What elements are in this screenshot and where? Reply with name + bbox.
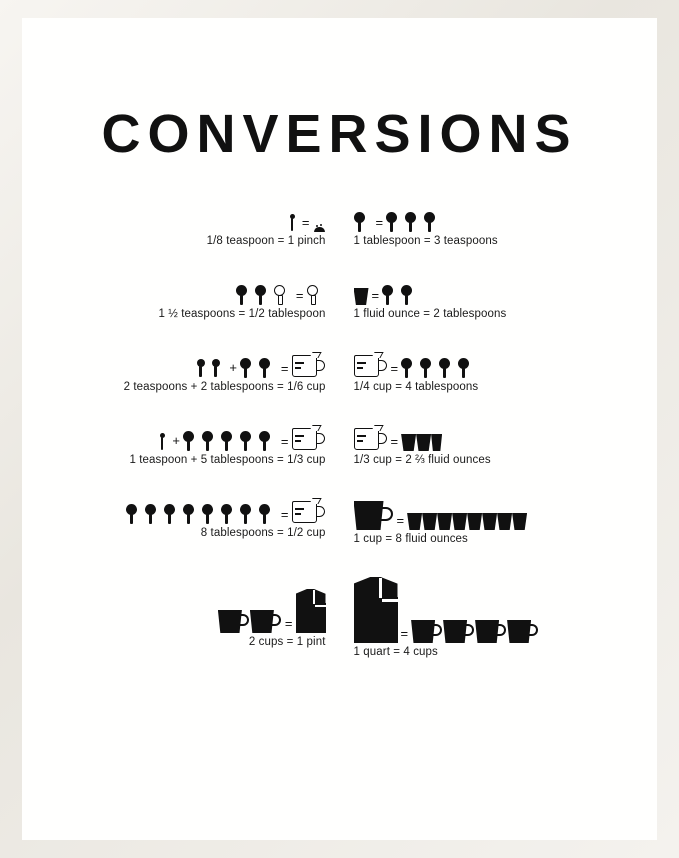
conversion-column-right bbox=[336, 198, 658, 682]
icon-row bbox=[354, 573, 540, 643]
fluid-ounce-cup-icon bbox=[452, 513, 467, 530]
icon-row bbox=[126, 490, 326, 524]
conversion-caption: 1 cup = 8 fluid ounces bbox=[353, 533, 468, 545]
icon-row bbox=[354, 198, 444, 232]
conversion-column-left bbox=[22, 198, 336, 682]
spoon-icon bbox=[221, 502, 240, 524]
spoon-icon bbox=[202, 429, 221, 451]
fluid-ounce-cup-icon bbox=[431, 434, 442, 451]
equals-icon: = bbox=[400, 626, 409, 641]
cup-solid-icon bbox=[475, 618, 507, 643]
pinch-icon bbox=[313, 222, 326, 232]
cup-solid-icon bbox=[507, 618, 539, 643]
fluid-ounce-cup-icon bbox=[354, 288, 369, 305]
conversion-row bbox=[158, 271, 325, 320]
spoon-icon bbox=[236, 283, 255, 305]
spoon-outline-icon bbox=[274, 283, 293, 305]
icon-row bbox=[354, 271, 421, 305]
spoon-icon bbox=[255, 283, 274, 305]
page-title: CONVERSIONS bbox=[101, 104, 578, 164]
spoon-icon bbox=[401, 283, 420, 305]
conversion-row bbox=[124, 344, 326, 393]
spoon-icon bbox=[183, 429, 202, 451]
cup-solid-icon bbox=[411, 618, 443, 643]
milk-carton-large-icon bbox=[354, 577, 398, 643]
spoon-icon bbox=[211, 357, 226, 378]
conversion-caption: 1/8 teaspoon = 1 pinch bbox=[206, 235, 326, 247]
conversion-caption: 1/4 cup = 4 tablespoons bbox=[353, 381, 479, 393]
icon-row bbox=[158, 417, 325, 451]
equals-icon: = bbox=[371, 288, 380, 303]
spoon-icon bbox=[259, 502, 278, 524]
cup-solid-icon bbox=[218, 608, 250, 633]
measuring-cup-icon bbox=[354, 352, 388, 378]
equals-icon: = bbox=[375, 215, 384, 230]
equals-icon: = bbox=[295, 288, 304, 303]
spoon-icon bbox=[259, 429, 278, 451]
conversion-row bbox=[354, 198, 498, 247]
spoon-icon bbox=[405, 210, 424, 232]
equals-icon: = bbox=[390, 361, 399, 376]
spoon-icon bbox=[382, 283, 401, 305]
fluid-ounce-cup-icon bbox=[407, 513, 422, 530]
conversion-caption: 2 teaspoons + 2 tablespoons = 1/6 cup bbox=[123, 381, 326, 393]
icon-row bbox=[354, 344, 478, 378]
fluid-ounce-cup-icon bbox=[416, 434, 431, 451]
spoon-icon bbox=[240, 502, 259, 524]
measuring-cup-icon bbox=[292, 425, 326, 451]
spoon-icon bbox=[202, 502, 221, 524]
equals-icon: = bbox=[284, 616, 293, 631]
spoon-icon bbox=[420, 356, 439, 378]
spoon-icon bbox=[240, 356, 259, 378]
conversion-row bbox=[354, 573, 540, 658]
equals-icon: = bbox=[396, 513, 405, 528]
fluid-ounce-cup-icon bbox=[497, 513, 512, 530]
fluid-ounce-cup-icon bbox=[437, 513, 452, 530]
spoon-icon bbox=[164, 502, 183, 524]
conversion-row bbox=[354, 271, 507, 320]
icon-row bbox=[354, 417, 443, 451]
icon-row bbox=[218, 585, 326, 633]
spoon-icon bbox=[424, 210, 443, 232]
equals-icon: = bbox=[280, 507, 289, 522]
cup-solid-icon bbox=[443, 618, 475, 643]
spoon-icon bbox=[439, 356, 458, 378]
equals-icon: = bbox=[301, 215, 310, 230]
spoon-icon bbox=[196, 357, 211, 378]
conversion-row bbox=[354, 417, 491, 466]
icon-row bbox=[236, 271, 326, 305]
spoon-icon bbox=[386, 210, 405, 232]
fluid-ounce-cup-icon bbox=[467, 513, 482, 530]
conversion-caption: 2 cups = 1 pint bbox=[248, 636, 326, 648]
conversion-caption: 1 tablespoon = 3 teaspoons bbox=[353, 235, 498, 247]
spoon-icon bbox=[240, 429, 259, 451]
equals-icon: = bbox=[280, 361, 289, 376]
fluid-ounce-cup-icon bbox=[482, 513, 497, 530]
conversion-row bbox=[354, 490, 528, 545]
cup-solid-large-icon bbox=[354, 499, 394, 530]
plus-icon: + bbox=[229, 360, 237, 375]
conversion-caption: 8 tablespoons = 1/2 cup bbox=[200, 527, 326, 539]
fluid-ounce-cup-icon bbox=[422, 513, 437, 530]
conversion-row bbox=[207, 198, 326, 247]
conversion-row bbox=[129, 417, 325, 466]
cup-solid-icon bbox=[250, 608, 282, 633]
plus-icon: + bbox=[172, 433, 180, 448]
conversion-caption: 1 quart = 4 cups bbox=[353, 646, 438, 658]
spoon-icon bbox=[183, 502, 202, 524]
conversion-row bbox=[126, 490, 326, 539]
icon-row bbox=[288, 198, 326, 232]
fluid-ounce-cup-icon bbox=[512, 513, 527, 530]
equals-icon: = bbox=[390, 434, 399, 449]
spoon-outline-icon bbox=[307, 283, 326, 305]
equals-icon: = bbox=[280, 434, 289, 449]
spoon-icon bbox=[145, 502, 164, 524]
spoon-icon bbox=[458, 356, 477, 378]
conversion-caption: 1 fluid ounce = 2 tablespoons bbox=[353, 308, 507, 320]
spoon-small-icon bbox=[158, 431, 169, 451]
milk-carton-icon bbox=[296, 589, 326, 633]
frame-mat bbox=[22, 18, 657, 840]
conversion-row bbox=[218, 585, 326, 648]
fluid-ounce-cup-icon bbox=[401, 434, 416, 451]
conversion-caption: 1 teaspoon + 5 tablespoons = 1/3 cup bbox=[129, 454, 326, 466]
measuring-cup-icon bbox=[292, 352, 326, 378]
spoon-icon bbox=[401, 356, 420, 378]
spoon-small-icon bbox=[288, 212, 299, 232]
spoon-icon bbox=[126, 502, 145, 524]
poster-sheet bbox=[22, 18, 657, 840]
conversion-row bbox=[354, 344, 479, 393]
spoon-icon bbox=[354, 210, 373, 232]
measuring-cup-icon bbox=[292, 498, 326, 524]
measuring-cup-icon bbox=[354, 425, 388, 451]
spoon-icon bbox=[221, 429, 240, 451]
conversion-grid bbox=[22, 198, 657, 682]
spoon-icon bbox=[259, 356, 278, 378]
icon-row bbox=[196, 344, 325, 378]
conversion-caption: 1/3 cup = 2 ⅔ fluid ounces bbox=[353, 454, 491, 466]
icon-row bbox=[354, 490, 528, 530]
conversion-caption: 1 ½ teaspoons = 1/2 tablespoon bbox=[158, 308, 326, 320]
